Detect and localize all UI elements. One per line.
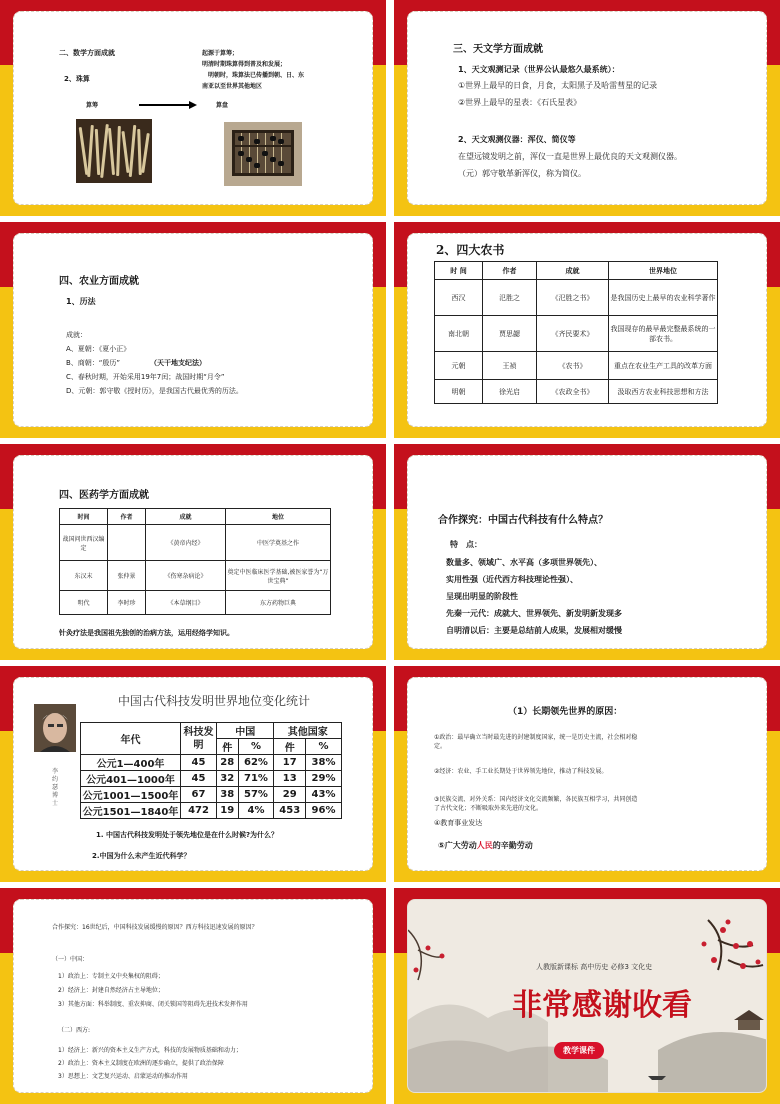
text-line: （天干地支纪法）	[150, 359, 206, 367]
text-line: ①政治：最早确立当时最先进的封建制度国家，统一是历史主流，社会相对稳	[434, 734, 638, 741]
table-row	[81, 803, 342, 819]
stats-table	[80, 722, 342, 819]
table-cell: 28	[217, 755, 239, 771]
text-line: 特 点：	[450, 540, 482, 549]
table-header: 世界地位	[609, 262, 718, 280]
slide-subheading: 1、历法	[66, 297, 96, 306]
origin-line: 明清时期珠算得到普及和发展；	[202, 61, 287, 68]
image-label: 算盘	[216, 102, 229, 109]
text-line: 1）政治上：专制主义中央集权的阻碍；	[58, 973, 164, 980]
table-row	[60, 561, 331, 591]
text-line: B、商朝：“殷历”	[66, 359, 121, 367]
table-cell: 453	[274, 803, 306, 819]
slide-slow-development[interactable]	[0, 888, 386, 1104]
slide-heading: 二、数学方面成就	[59, 49, 115, 57]
table-cell: 《伤寒杂病论》	[146, 561, 226, 591]
table-header: 作者	[483, 262, 537, 280]
text-line: 2、天文观测仪器：浑仪、简仪等	[458, 135, 576, 144]
table-cell: 4%	[238, 803, 274, 819]
table-header: %	[306, 739, 342, 755]
slide-card	[407, 677, 767, 871]
table-cell: 我国现存的最早最完整最系统的一部农书。	[609, 316, 718, 352]
table-header: %	[238, 739, 274, 755]
slide-heading: 2、四大农书	[436, 243, 505, 257]
table-cell: 32	[217, 771, 239, 787]
text-line: 自明清以后：主要是总结前人成果，发展相对缓慢	[446, 626, 622, 635]
table-cell: 奠定中医临床医学基础,被医家誉为“万世宝典”	[226, 561, 331, 591]
text-line: 在望远镜发明之前，浑仪一直是世界上最优良的天文观测仪器。	[458, 152, 682, 161]
table-cell: 71%	[238, 771, 274, 787]
table-cell: 徐光启	[483, 380, 537, 404]
text-line: ①世界上最早的日食，月食，太阳黑子及哈雷彗星的记录	[458, 81, 658, 90]
text-line: 成就：	[66, 331, 87, 339]
table-header: 件	[274, 739, 306, 755]
table-cell: 57%	[238, 787, 274, 803]
table-header: 时 间	[435, 262, 483, 280]
text-line: 1、天文观测记录（世界公认最悠久最系统）：	[458, 65, 620, 74]
table-row	[81, 755, 342, 771]
slide-heading: 中国古代科技发明世界地位变化统计	[118, 694, 311, 708]
slide-heading: 四、农业方面成就	[59, 276, 139, 287]
slide-heading: 四、医药学方面成就	[59, 490, 149, 501]
course-badge: 教学课件	[554, 1042, 604, 1059]
table-cell	[108, 525, 146, 561]
text-line: 数量多、领域广、水平高（多项世界领先）、	[446, 558, 602, 567]
text-line: ④教育事业发达	[434, 819, 483, 827]
section-heading: （二）西方:	[58, 1027, 91, 1034]
table-cell: 公元1001—1500年	[81, 787, 181, 803]
counting-rods-image	[76, 119, 152, 183]
table-row	[81, 771, 342, 787]
text-line: ②世界上最早的星表：《石氏星表》	[458, 98, 582, 107]
slide-medicine[interactable]	[0, 444, 386, 660]
table-cell: 《黄帝内经》	[146, 525, 226, 561]
table-cell: 13	[274, 771, 306, 787]
text-line: D、元朝：郭守敬《授时历》，是我国古代最优秀的历法。	[66, 387, 243, 395]
slide-card	[407, 233, 767, 427]
text-line: 1）经济上：新兴的资本主义生产方式，科技的发展物质基础和动力；	[58, 1047, 242, 1054]
slide-card	[13, 677, 373, 871]
table-cell: 17	[274, 755, 306, 771]
text-line: A、夏朝：《夏小正》	[66, 345, 131, 353]
question-heading: 合作探究：中国古代科技有什么特点？	[438, 515, 608, 526]
table-cell: 李时珍	[108, 591, 146, 615]
table-row	[435, 380, 718, 404]
text-line: 3）其他方面：科举制度、重农抑商、闭关锁国等阻碍先进技术发挥作用	[58, 1001, 248, 1008]
subtitle: 人教版新课标 高中历史 必修3 文化史	[536, 963, 653, 971]
table-header: 地位	[226, 509, 331, 525]
table-row	[60, 591, 331, 615]
slide-card	[13, 455, 373, 649]
text-line: 实用性强（近代西方科技理论性强）、	[446, 575, 578, 584]
table-cell: 氾胜之	[483, 280, 537, 316]
slide-card	[13, 233, 373, 427]
books-table	[434, 261, 718, 404]
table-cell: 67	[181, 787, 217, 803]
table-cell: 重点在农业生产工具的改革方面	[609, 352, 718, 380]
highlight-text: 人民	[476, 841, 493, 850]
section-heading: （一）中国：	[52, 956, 89, 963]
arrow-right-icon	[139, 100, 197, 110]
medicine-table	[59, 508, 331, 615]
slide-card	[407, 899, 767, 1093]
table-header: 科技发明	[181, 723, 217, 755]
text-line: 呈现出明显的阶段性	[446, 592, 518, 601]
table-row	[435, 352, 718, 380]
table-cell: 《本草纲目》	[146, 591, 226, 615]
slide-agri-books[interactable]	[394, 222, 780, 438]
question-heading: 合作探究：16世纪后，中国科技发展缓慢的原因？西方科技迅速发展的原因？	[52, 924, 258, 931]
text-line: ②经济：农业、手工业长期处于世界领先地位，推动了科技发展。	[434, 768, 608, 775]
table-cell: 45	[181, 755, 217, 771]
slide-card	[407, 11, 767, 205]
table-cell: 汲取西方农业科技思想和方法	[609, 380, 718, 404]
origin-title: 起源于算筹；	[202, 50, 239, 57]
table-cell: 中医学奠基之作	[226, 525, 331, 561]
table-row	[81, 787, 342, 803]
origin-line: 南亚以至世界其他地区	[202, 83, 263, 90]
slide-heading: （1）长期领先世界的原因：	[508, 707, 623, 717]
table-cell: 元朝	[435, 352, 483, 380]
slide-astronomy[interactable]	[394, 0, 780, 216]
table-header: 年代	[81, 723, 181, 755]
table-cell: 东汉末	[60, 561, 108, 591]
table-header: 成就	[537, 262, 609, 280]
table-cell: 《氾胜之书》	[537, 280, 609, 316]
slide-agriculture[interactable]	[0, 222, 386, 438]
origin-line: 明朝时，珠算法已传播到朝、日、东	[208, 72, 305, 79]
thanks-title: 非常感谢收看	[512, 988, 692, 1023]
table-cell: 南北朝	[435, 316, 483, 352]
table-cell: 贾思勰	[483, 316, 537, 352]
text-line: C、春秋时期，开始采用19年7闰；战国时期“月令”	[66, 373, 225, 381]
table-cell: 62%	[238, 755, 274, 771]
text-line: （元）郭守敬革新浑仪，称为简仪。	[458, 169, 586, 178]
table-cell: 公元1—400年	[81, 755, 181, 771]
slide-statistics[interactable]	[0, 666, 386, 882]
table-cell: 《农政全书》	[537, 380, 609, 404]
text-line: 3）思想上：文艺复兴运动、启蒙运动的推动作用	[58, 1073, 188, 1080]
table-cell: 公元401—1000年	[81, 771, 181, 787]
table-cell: 《齐民要术》	[537, 316, 609, 352]
slide-card	[13, 899, 373, 1093]
table-cell: 19	[217, 803, 239, 819]
slide-heading: 三、天文学方面成就	[453, 44, 543, 55]
table-cell: 43%	[306, 787, 342, 803]
text-line	[438, 840, 533, 851]
text-line: ③民族交流、对外关系：国内经济文化交流频繁，各民族互相学习，共同创造	[434, 796, 638, 803]
table-header: 其他国家	[274, 723, 342, 739]
table-cell: 战国问世西汉编定	[60, 525, 108, 561]
table-cell: 公元1501—1840年	[81, 803, 181, 819]
table-header: 件	[217, 739, 239, 755]
text-fragment: 的辛勤劳动	[492, 841, 533, 850]
note-text: 针灸疗法是我国祖先独创的治病方法，运用经络学知识。	[59, 629, 234, 637]
slide-characteristics[interactable]	[394, 444, 780, 660]
text-line: 了古代文化；不断吸取外来先进的文化。	[434, 805, 543, 812]
question-line: 1. 中国古代科技发明处于领先地位是在什么时候?为什么？	[96, 831, 279, 839]
table-cell: 《农书》	[537, 352, 609, 380]
table-cell: 472	[181, 803, 217, 819]
table-row	[435, 316, 718, 352]
table-cell: 王祯	[483, 352, 537, 380]
abacus-image	[224, 122, 302, 186]
slide-card	[13, 11, 373, 205]
table-cell: 45	[181, 771, 217, 787]
table-cell: 38	[217, 787, 239, 803]
table-cell: 38%	[306, 755, 342, 771]
text-fragment: ⑤广大劳动	[438, 841, 477, 850]
image-label: 算筹	[86, 102, 99, 109]
slide-thanks[interactable]	[394, 888, 780, 1104]
table-cell: 东方药物巨典	[226, 591, 331, 615]
table-row	[60, 525, 331, 561]
question-line: 2.中国为什么未产生近代科学？	[92, 852, 191, 860]
table-cell: 张仲景	[108, 561, 146, 591]
table-cell: 29	[274, 787, 306, 803]
table-header: 成就	[146, 509, 226, 525]
portrait-image	[34, 704, 76, 752]
text-line: 2）政治上：资本主义制度在欧洲的逐步确立，提供了政治保障	[58, 1060, 224, 1067]
table-cell: 明朝	[435, 380, 483, 404]
table-cell: 96%	[306, 803, 342, 819]
table-cell: 29%	[306, 771, 342, 787]
table-header: 中国	[217, 723, 274, 739]
portrait-caption: 李约瑟博士	[52, 768, 59, 807]
text-line: 定。	[434, 743, 447, 750]
slide-subheading: 2、珠算	[64, 75, 90, 83]
table-row	[435, 280, 718, 316]
slide-math[interactable]	[0, 0, 386, 216]
table-cell: 西汉	[435, 280, 483, 316]
text-line: 2）经济上：封建自然经济占主导地位；	[58, 987, 164, 994]
table-header: 作者	[108, 509, 146, 525]
slide-card	[407, 455, 767, 649]
text-line: 先秦一元代：成就大、世界领先、新发明新发现多	[446, 609, 622, 618]
table-header: 时间	[60, 509, 108, 525]
table-cell: 明代	[60, 591, 108, 615]
slide-reasons[interactable]	[394, 666, 780, 882]
table-cell: 是我国历史上最早的农业科学著作	[609, 280, 718, 316]
